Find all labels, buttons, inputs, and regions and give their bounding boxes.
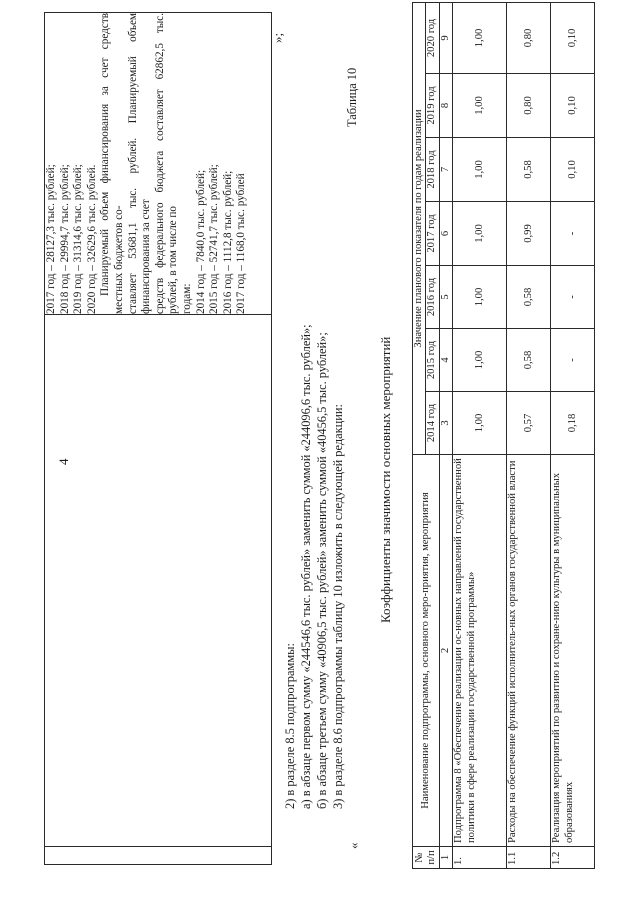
continuation-line: ставляет 53681,1 тыс. рублей. Планируемый объем финансирования за счет [126, 13, 153, 314]
row-value: 1,00 [453, 329, 507, 392]
col-number: 7 [439, 138, 452, 202]
continuation-line: 2014 год – 7840,0 тыс. рублей; [194, 169, 207, 314]
row-name: Реализация мероприятий по развитию и сохране-нию культуры в муниципальных образованиях [551, 455, 595, 847]
table-title: Коэффициенты значимости основных мероприятий [378, 336, 393, 623]
row-value: 1,00 [453, 392, 507, 455]
continuation-line: средств федерального бюджета составляет 62862,5 тыс. рублей, в том числе по [153, 13, 180, 314]
continuation-line: 2019 год – 31314,6 тыс. рублей; [72, 164, 85, 314]
continuation-line: 2017 год – 1168,0 тыс. рублей [235, 173, 248, 314]
year-header: 2018 год [426, 138, 439, 202]
amendment-line: б) в абзаце третьем сумму «40906,5 тыс. рублей» заменить суммой «40456,5 тыс. рублей»; [315, 332, 329, 809]
amendment-line: 2) в разделе 8.5 подпрограммы: [283, 643, 297, 809]
continuation-line: 2015 год – 52741,7 тыс. рублей; [208, 164, 221, 314]
row-value: - [551, 266, 595, 329]
continuation-line: Планируемый объем финансирования за счет средств местных бюджетов со- [99, 13, 125, 314]
row-value: 0,18 [551, 392, 595, 455]
row-number: 1.2 [551, 847, 595, 869]
closing-quote: »; [270, 32, 285, 43]
row-value: 1,00 [453, 74, 507, 138]
col-number: 6 [439, 202, 452, 266]
row-number: 1. [453, 847, 507, 869]
row-name: Расходы на обеспечение функций исполнитель-ных органов государственной власти [507, 455, 551, 847]
year-header: 2019 год [426, 74, 439, 138]
cont-col-1 [45, 847, 272, 865]
row-value: 0,10 [551, 74, 595, 138]
row-value: 1,00 [453, 202, 507, 266]
continuation-line: 2018 год – 29994,7 тыс. рублей; [58, 164, 71, 314]
group-header: Значение планового показателя по годам реализации [413, 2, 426, 454]
row-value: 0,58 [507, 329, 551, 392]
year-header: 2015 год [426, 329, 439, 392]
row-value: 0,10 [551, 138, 595, 202]
continuation-line: 2020 год – 32629,6 тыс. рублей. [85, 164, 98, 314]
row-value: 1,00 [453, 266, 507, 329]
amendment-line: а) в абзаце первом сумму «244546,6 тыс. рублей» заменить суммой «244096,6 тыс. рублей»; [299, 324, 313, 809]
table-row [507, 2, 551, 868]
col-number: 9 [439, 2, 452, 73]
cont-col-2 [45, 315, 272, 847]
col-number: 3 [439, 392, 452, 455]
col-number: 5 [439, 266, 452, 329]
col-number: 2 [439, 455, 452, 847]
col-number: 1 [439, 847, 452, 869]
row-value: 0,57 [507, 392, 551, 455]
year-header: 2017 год [426, 202, 439, 266]
continuation-cell [45, 13, 272, 315]
row-value: 0,99 [507, 202, 551, 266]
year-header: 2020 год [426, 2, 439, 73]
opening-quote: « [346, 842, 361, 849]
table-row [453, 2, 507, 868]
table-label: Таблица 10 [345, 67, 359, 127]
row-value: 1,00 [453, 138, 507, 202]
continuation-line: 2017 год – 28127,3 тыс. рублей; [45, 164, 57, 314]
col-number: 8 [439, 74, 452, 138]
col-number: 4 [439, 329, 452, 392]
continuation-line: 2016 год – 1112,8 тыс. рублей; [221, 170, 234, 314]
row-value: - [551, 202, 595, 266]
row-value: - [551, 329, 595, 392]
row-value: 0,58 [507, 266, 551, 329]
row-number: 1.1 [507, 847, 551, 869]
row-value: 0,10 [551, 2, 595, 73]
amendment-line: 3) в разделе 8.6 подпрограммы таблицу 10 изложить в следующей редакции: [331, 404, 345, 809]
table-row [551, 2, 595, 868]
year-header: 2014 год [426, 392, 439, 455]
continuation-table [44, 12, 272, 865]
row-value: 0,58 [507, 138, 551, 202]
continuation-line: годам: [180, 283, 193, 314]
year-header: 2016 год [426, 266, 439, 329]
row-name: Подпрограмма 8 «Обеспечение реализации ос-новных направлений государственной политики в сфере реализации государственной программы» [453, 455, 507, 847]
col-no-header: № п/п [413, 847, 440, 869]
col-name-header: Наименование подпрограммы, основного меро-приятия, мероприятия [413, 455, 440, 847]
coefficients-table [412, 2, 595, 869]
row-value: 1,00 [453, 2, 507, 73]
row-value: 0,80 [507, 74, 551, 138]
row-value: 0,80 [507, 2, 551, 73]
page-number: 4 [56, 458, 71, 465]
